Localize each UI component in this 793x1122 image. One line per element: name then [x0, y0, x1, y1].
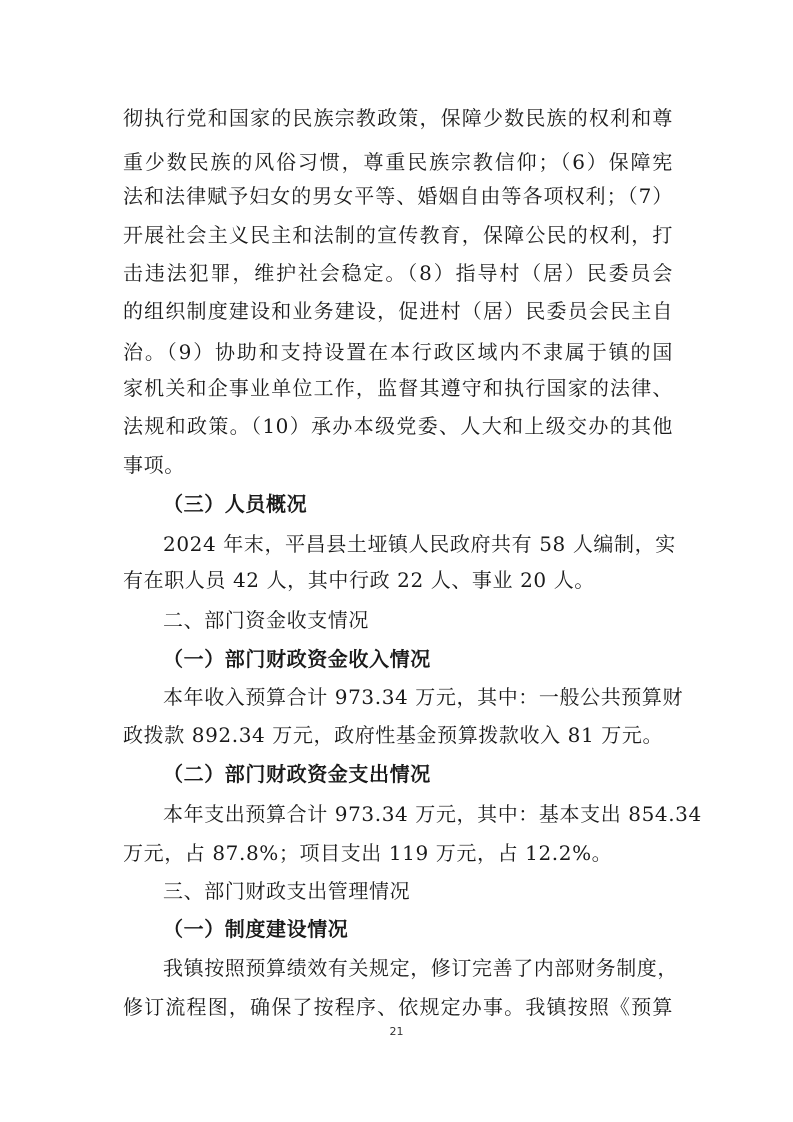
- body-text-line: 2024 年末，平昌县土垭镇人民政府共有 58 人编制，实: [163, 532, 676, 556]
- body-text-line: 彻执行党和国家的民族宗教政策，保障少数民族的权利和尊: [123, 106, 673, 130]
- body-text-line: 我镇按照预算绩效有关规定，修订完善了内部财务制度，: [163, 956, 678, 980]
- body-text-line: 政拨款 892.34 万元，政府性基金预算拨款收入 81 万元。: [123, 723, 664, 747]
- section-heading-system: （一）制度建设情况: [163, 917, 349, 941]
- body-text-line: 家机关和企事业单位工作，监督其遵守和执行国家的法律、: [123, 376, 673, 400]
- body-text-line: 开展社会主义民主和法制的宣传教育，保障公民的权利，打: [123, 223, 673, 247]
- body-text-line: 有在职人员 42 人，其中行政 22 人、事业 20 人。: [123, 568, 595, 592]
- chapter-heading-funds: 二、部门资金收支情况: [163, 608, 369, 632]
- body-text-line: 法和法律赋予妇女的男女平等、婚姻自由等各项权利；（7）: [123, 184, 673, 208]
- page-number: 21: [389, 1025, 404, 1038]
- body-text-line: 治。（9）协助和支持设置在本行政区域内不隶属于镇的国: [123, 340, 673, 364]
- body-text-line: 法规和政策。（10）承办本级党委、人大和上级交办的其他: [123, 414, 673, 438]
- section-heading-income: （一）部门财政资金收入情况: [163, 647, 431, 671]
- body-text-line: 修订流程图，确保了按程序、依规定办事。我镇按照《预算: [123, 995, 673, 1019]
- body-text-line: 万元，占 87.8%；项目支出 119 万元，占 12.2%。: [123, 841, 613, 865]
- body-text-line: 重少数民族的风俗习惯，尊重民族宗教信仰；（6）保障宪: [123, 150, 673, 174]
- section-heading-personnel: （三）人员概况: [163, 492, 308, 516]
- body-text-line: 本年支出预算合计 973.34 万元，其中：基本支出 854.34: [163, 802, 702, 826]
- chapter-heading-management: 三、部门财政支出管理情况: [163, 879, 411, 903]
- body-text-line: 的组织制度建设和业务建设，促进村（居）民委员会民主自: [123, 299, 673, 323]
- section-heading-expenditure: （二）部门财政资金支出情况: [163, 762, 431, 786]
- body-text-line: 事项。: [123, 453, 185, 477]
- body-text-line: 击违法犯罪，维护社会稳定。（8）指导村（居）民委员会: [123, 261, 673, 285]
- body-text-line: 本年收入预算合计 973.34 万元，其中：一般公共预算财: [163, 685, 684, 709]
